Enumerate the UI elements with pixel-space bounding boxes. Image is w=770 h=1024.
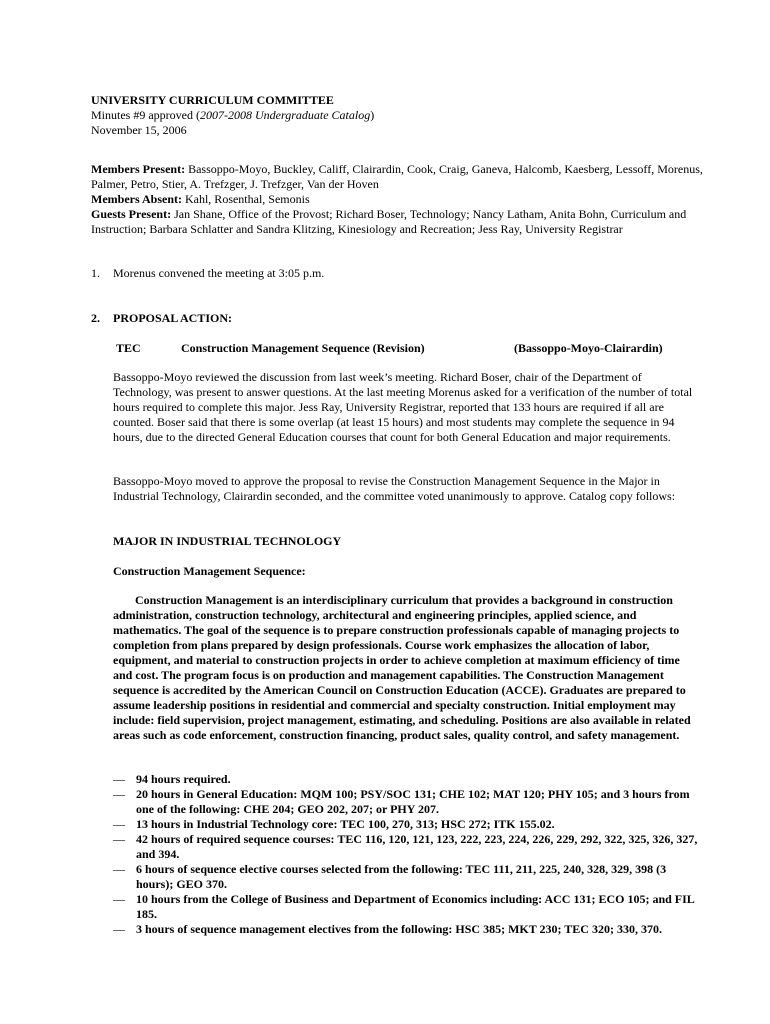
document-header — [91, 93, 705, 138]
sequence-heading: Construction Management Sequence: — [113, 564, 306, 578]
requirement-text: 20 hours in General Education: MQM 100; PSY/SOC 131; CHE 102; MAT 120; PHY 105; and 3 hours from one of the following: CHE 204; GEO 202, 207; or PHY 207. — [136, 787, 690, 816]
sequence-description: Construction Management is an interdisciplinary curriculum that provides a background in construction administration, construction technology, architectural and engineering principles, applied science, and mathematics. The goal of the sequence is to prepare construction professionals capable of managing projects to completion from plans prepared by design professionals. Course work emphasizes the allocation of labor, equipment, and material to construction projects in order to achieve completion at maximum efficiency of time and cost. The program focus is on production and management capabilities. The Construction Management sequence is accredited by the American Council on Construction Education (ACCE). Graduates are prepared to assume leadership positions in residential and commercial and specialty construction. Initial employment may include: field supervision, project management, estimating, and scheduling. Positions are also available in related areas such as code enforcement, construction financing, product sales, quality control, and safety management. — [113, 593, 691, 742]
requirement-text: 6 hours of sequence elective courses selected from the following: TEC 111, 211, 225, 240, 328, 329, 398 (3 hours); GEO 370. — [136, 862, 667, 891]
dash-bullet: — — [113, 817, 125, 831]
committee-title: UNIVERSITY CURRICULUM COMMITTEE — [91, 93, 334, 107]
members-present-names: Bassoppo-Moyo, Buckley, Califf, Clairardin, Cook, Craig, Ganeva, Halcomb, Kaesberg, Lessoff, Morenus, Palmer, Petro, Stier, A. Trefzger, J. Trefzger, Van der Hoven — [91, 162, 703, 191]
dash-bullet: — — [113, 862, 125, 876]
requirements-items — [113, 772, 699, 937]
motion-text: Bassoppo-Moyo moved to approve the proposal to revise the Construction Management Sequence in the Major in Industrial Technology, Clairardin seconded, and the committee voted unanimously to approve. Catalog copy follows: — [113, 474, 676, 503]
major-heading: MAJOR IN INDUSTRIAL TECHNOLOGY — [113, 534, 342, 548]
members-absent-names: Kahl, Rosenthal, Semonis — [181, 192, 310, 206]
minutes-catalog: 2007-2008 Undergraduate Catalog — [199, 108, 371, 122]
proposal-title: Construction Management Sequence (Revision) — [181, 341, 425, 355]
requirement-item — [113, 892, 699, 922]
requirement-item — [113, 817, 699, 832]
requirement-item — [113, 832, 699, 862]
requirements-list — [113, 772, 699, 937]
requirement-item — [113, 922, 699, 937]
discussion-paragraph — [113, 370, 699, 445]
minutes-prefix: Minutes #9 approved ( — [91, 108, 200, 122]
minutes-suffix: ) — [370, 108, 375, 122]
dash-bullet: — — [113, 772, 125, 786]
guests-present — [91, 207, 703, 237]
requirement-text: 94 hours required. — [136, 772, 231, 786]
attendance-section — [91, 162, 703, 237]
dash-bullet: — — [113, 922, 125, 936]
motion-paragraph — [113, 474, 699, 504]
requirement-item — [113, 862, 699, 892]
item-1-number: 1. — [91, 266, 100, 280]
members-absent — [91, 192, 703, 207]
members-present — [91, 162, 703, 192]
guests-present-label: Guests Present: — [91, 207, 172, 221]
requirement-item — [113, 772, 699, 787]
dash-bullet: — — [113, 787, 125, 801]
minutes-line — [91, 108, 705, 123]
requirement-text: 3 hours of sequence management electives from the following: HSC 385; MKT 230; TEC 320; 330, 370. — [136, 922, 662, 936]
members-present-label: Members Present: — [91, 162, 186, 176]
proposal-prefix: TEC — [116, 341, 141, 355]
meeting-date: November 15, 2006 — [91, 123, 187, 137]
guests-present-names: Jan Shane, Office of the Provost; Richard Boser, Technology; Nancy Latham, Anita Bohn, Curriculum and Instruction; Barbara Schlatter and Sandra Klitzing, Kinesiology and Recreation; Jess Ray, University Registrar — [91, 207, 687, 236]
dash-bullet: — — [113, 892, 125, 906]
proposal-sponsors: (Bassoppo-Moyo-Clairardin) — [514, 341, 663, 355]
requirement-text: 42 hours of required sequence courses: TEC 116, 120, 121, 123, 222, 223, 224, 226, 229, 292, 322, 325, 326, 327, and 394. — [136, 832, 698, 861]
requirement-text: 13 hours in Industrial Technology core: TEC 100, 270, 313; HSC 272; ITK 155.02. — [136, 817, 555, 831]
item-2-number: 2. — [91, 311, 100, 325]
item-2-heading-text: PROPOSAL ACTION: — [113, 311, 233, 325]
dash-bullet: — — [113, 832, 125, 846]
requirement-item — [113, 787, 699, 817]
discussion-text: Bassoppo-Moyo reviewed the discussion from last week’s meeting. Richard Boser, chair of the Department of Technology, was present to answer questions. At the last meeting Morenus asked for a verification of the number of total hours required to complete this major. Jess Ray, University Registrar, reported that 133 hours are required if all are counted. Boser said that there is some overlap (at least 15 hours) and most students may complete the sequence in 94 hours, due to the directed General Education courses that count for both General Education and major requirements. — [113, 370, 693, 444]
members-absent-label: Members Absent: — [91, 192, 182, 206]
requirement-text: 10 hours from the College of Business and Department of Economics including: ACC 131; ECO 105; and FIL 185. — [136, 892, 695, 921]
item-1-text: Morenus convened the meeting at 3:05 p.m. — [113, 266, 325, 280]
